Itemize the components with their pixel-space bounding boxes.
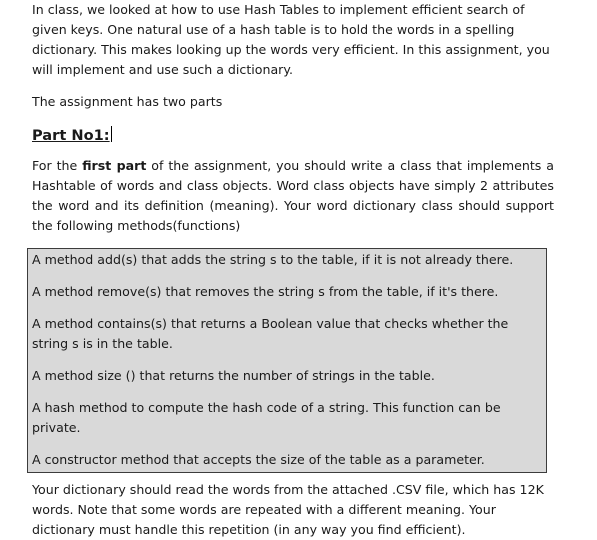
method-item-remove: A method remove(s) that removes the string s from the table, if it's there. [32, 284, 499, 299]
part1-heading[interactable] [32, 125, 554, 147]
parts-paragraph: The assignment has two parts [32, 94, 223, 109]
method-item-constructor: A constructor method that accepts the size of the table as a parameter. [32, 452, 485, 467]
methods-box [27, 248, 547, 473]
method-item-size: A method size () that returns the number of strings in the table. [32, 368, 435, 383]
intro-paragraph: In class, we looked at how to use Hash Tables to implement efficient search of given keys. One natural use of a hash table is to hold the words in a spelling dictionary. This makes looking up the words very efficient. In this assignment, you will implement and use such a dictionary. [32, 2, 550, 77]
method-item-add: A method add(s) that adds the string s to the table, if it is not already there. [32, 252, 514, 267]
desc-after: of the assignment, you should write a class that implements a Hashtable of words and class objects. Word class objects have simply 2 attributes the word and its definition (meaning). Your word dictionary class should support the following methods(functions) [32, 158, 554, 233]
outro-paragraph: Your dictionary should read the words from the attached .CSV file, which has 12K words. Note that some words are repeated with a different meaning. Your dictionary must handle this repetition (in any way you find efficient). [32, 482, 544, 537]
part1-heading-text: Part No1: [32, 127, 110, 144]
methods-list [32, 250, 542, 470]
document-page [32, 0, 554, 540]
method-item-hash: A hash method to compute the hash code of a string. This function can be private. [32, 400, 501, 435]
desc-before: For the [32, 158, 83, 173]
desc-bold: first part [82, 158, 147, 173]
part1-description [32, 156, 554, 236]
text-cursor [111, 126, 112, 142]
method-item-contains: A method contains(s) that returns a Boolean value that checks whether the string s is in the table. [32, 316, 509, 351]
